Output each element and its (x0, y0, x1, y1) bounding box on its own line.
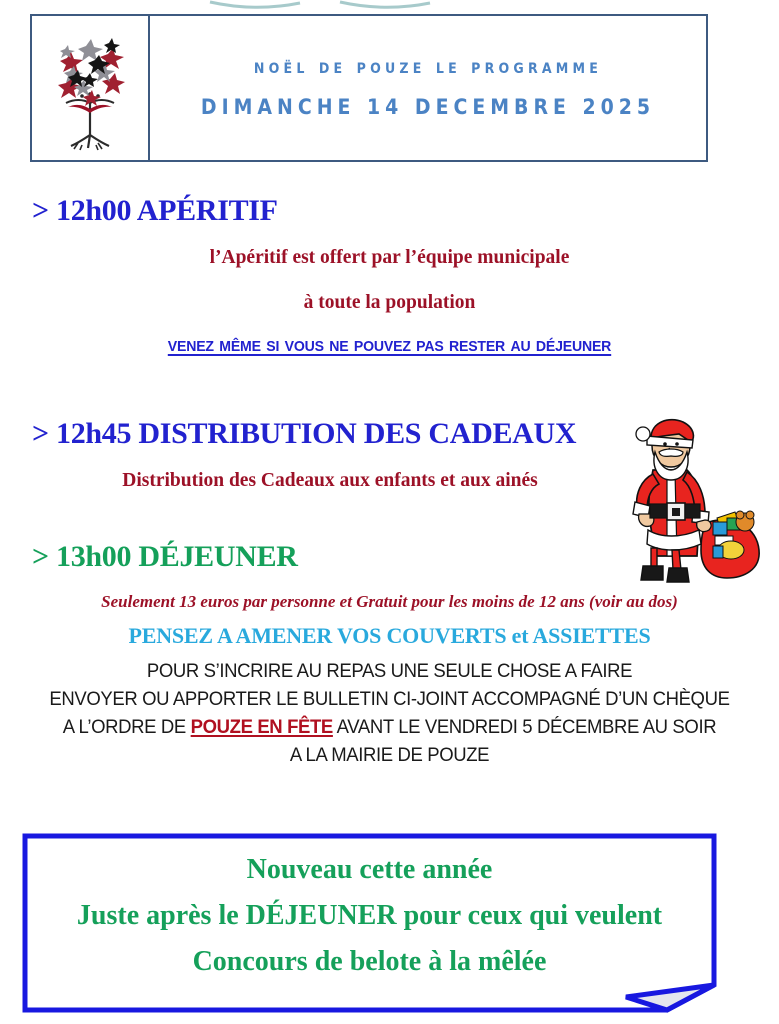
order-line-text (19, 716, 759, 739)
instruction-text-3: A LA MAIRIE DE POUZE (289, 744, 490, 766)
heading-dejeuner: > 13h00 DÉJEUNER (32, 540, 298, 573)
aperitif-text-1: l’Apéritif est offert par l’équipe municipale (209, 247, 570, 268)
instruction-line-1 (0, 660, 779, 683)
instruction-line-3 (0, 744, 779, 767)
cyan-note-text: PENSEZ A AMENER VOS COUVERTS et ASSIETTES (128, 623, 651, 648)
dejeuner-price-note (0, 592, 779, 612)
top-decorative-arcs (0, 0, 779, 14)
dejeuner-cyan-note (0, 623, 779, 649)
header-title-cell (150, 16, 706, 160)
cadeaux-line-1 (0, 470, 660, 492)
header-box (30, 14, 708, 162)
order-line (0, 716, 779, 739)
aperitif-line-1 (0, 247, 779, 269)
bottom-line-3: Concours de belote à la mêlée (192, 946, 547, 977)
heading-aperitif: > 12h00 APÉRITIF (32, 194, 278, 227)
section-cadeaux-heading (0, 417, 779, 451)
cadeaux-text-1: Distribution des Cadeaux aux enfants et aux ainés (122, 470, 538, 491)
bottom-announcement-box (22, 833, 717, 1015)
bottom-line-1: Nouveau cette année (246, 854, 493, 885)
aperitif-emphasis (0, 332, 779, 357)
aperitif-line-2 (0, 292, 779, 314)
price-note-text: Seulement 13 euros par personne et Gratuit pour les moins de 12 ans (voir au dos) (101, 592, 678, 611)
tree-of-people-logo-icon (38, 23, 142, 153)
logo-cell (32, 16, 150, 160)
section-dejeuner-heading (0, 540, 779, 574)
instruction-line-2 (0, 688, 779, 711)
aperitif-text-2: à toute la population (303, 292, 476, 313)
instruction-text-1: POUR S’INCRIRE AU REPAS UNE SEULE CHOSE A FAIRE (146, 660, 633, 682)
heading-cadeaux: > 12h45 DISTRIBUTION DES CADEAUX (32, 417, 577, 450)
instruction-text-2: ENVOYER OU APPORTER LE BULLETIN CI-JOINT ACCOMPAGNÉ D’UN CHÈQUE (49, 688, 730, 710)
order-highlight: POUZE EN FÊTE (190, 716, 333, 738)
bottom-box-text (22, 833, 717, 1015)
poster-title-line-1: noël de pouze le programme (253, 55, 603, 78)
section-aperitif-heading (0, 194, 779, 228)
order-before: A L’ORDRE DE (62, 716, 191, 738)
bottom-line-2: Juste après le DÉJEUNER pour ceux qui veulent (76, 900, 663, 931)
order-after: AVANT LE VENDREDI 5 DÉCEMBRE AU SOIR (332, 716, 717, 738)
venez-meme-line: venez même si vous ne pouvez pas rester au déjeuner (167, 332, 612, 356)
poster-title-line-2: DIMANCHE 14 DECEMBRE 2025 (200, 95, 656, 119)
